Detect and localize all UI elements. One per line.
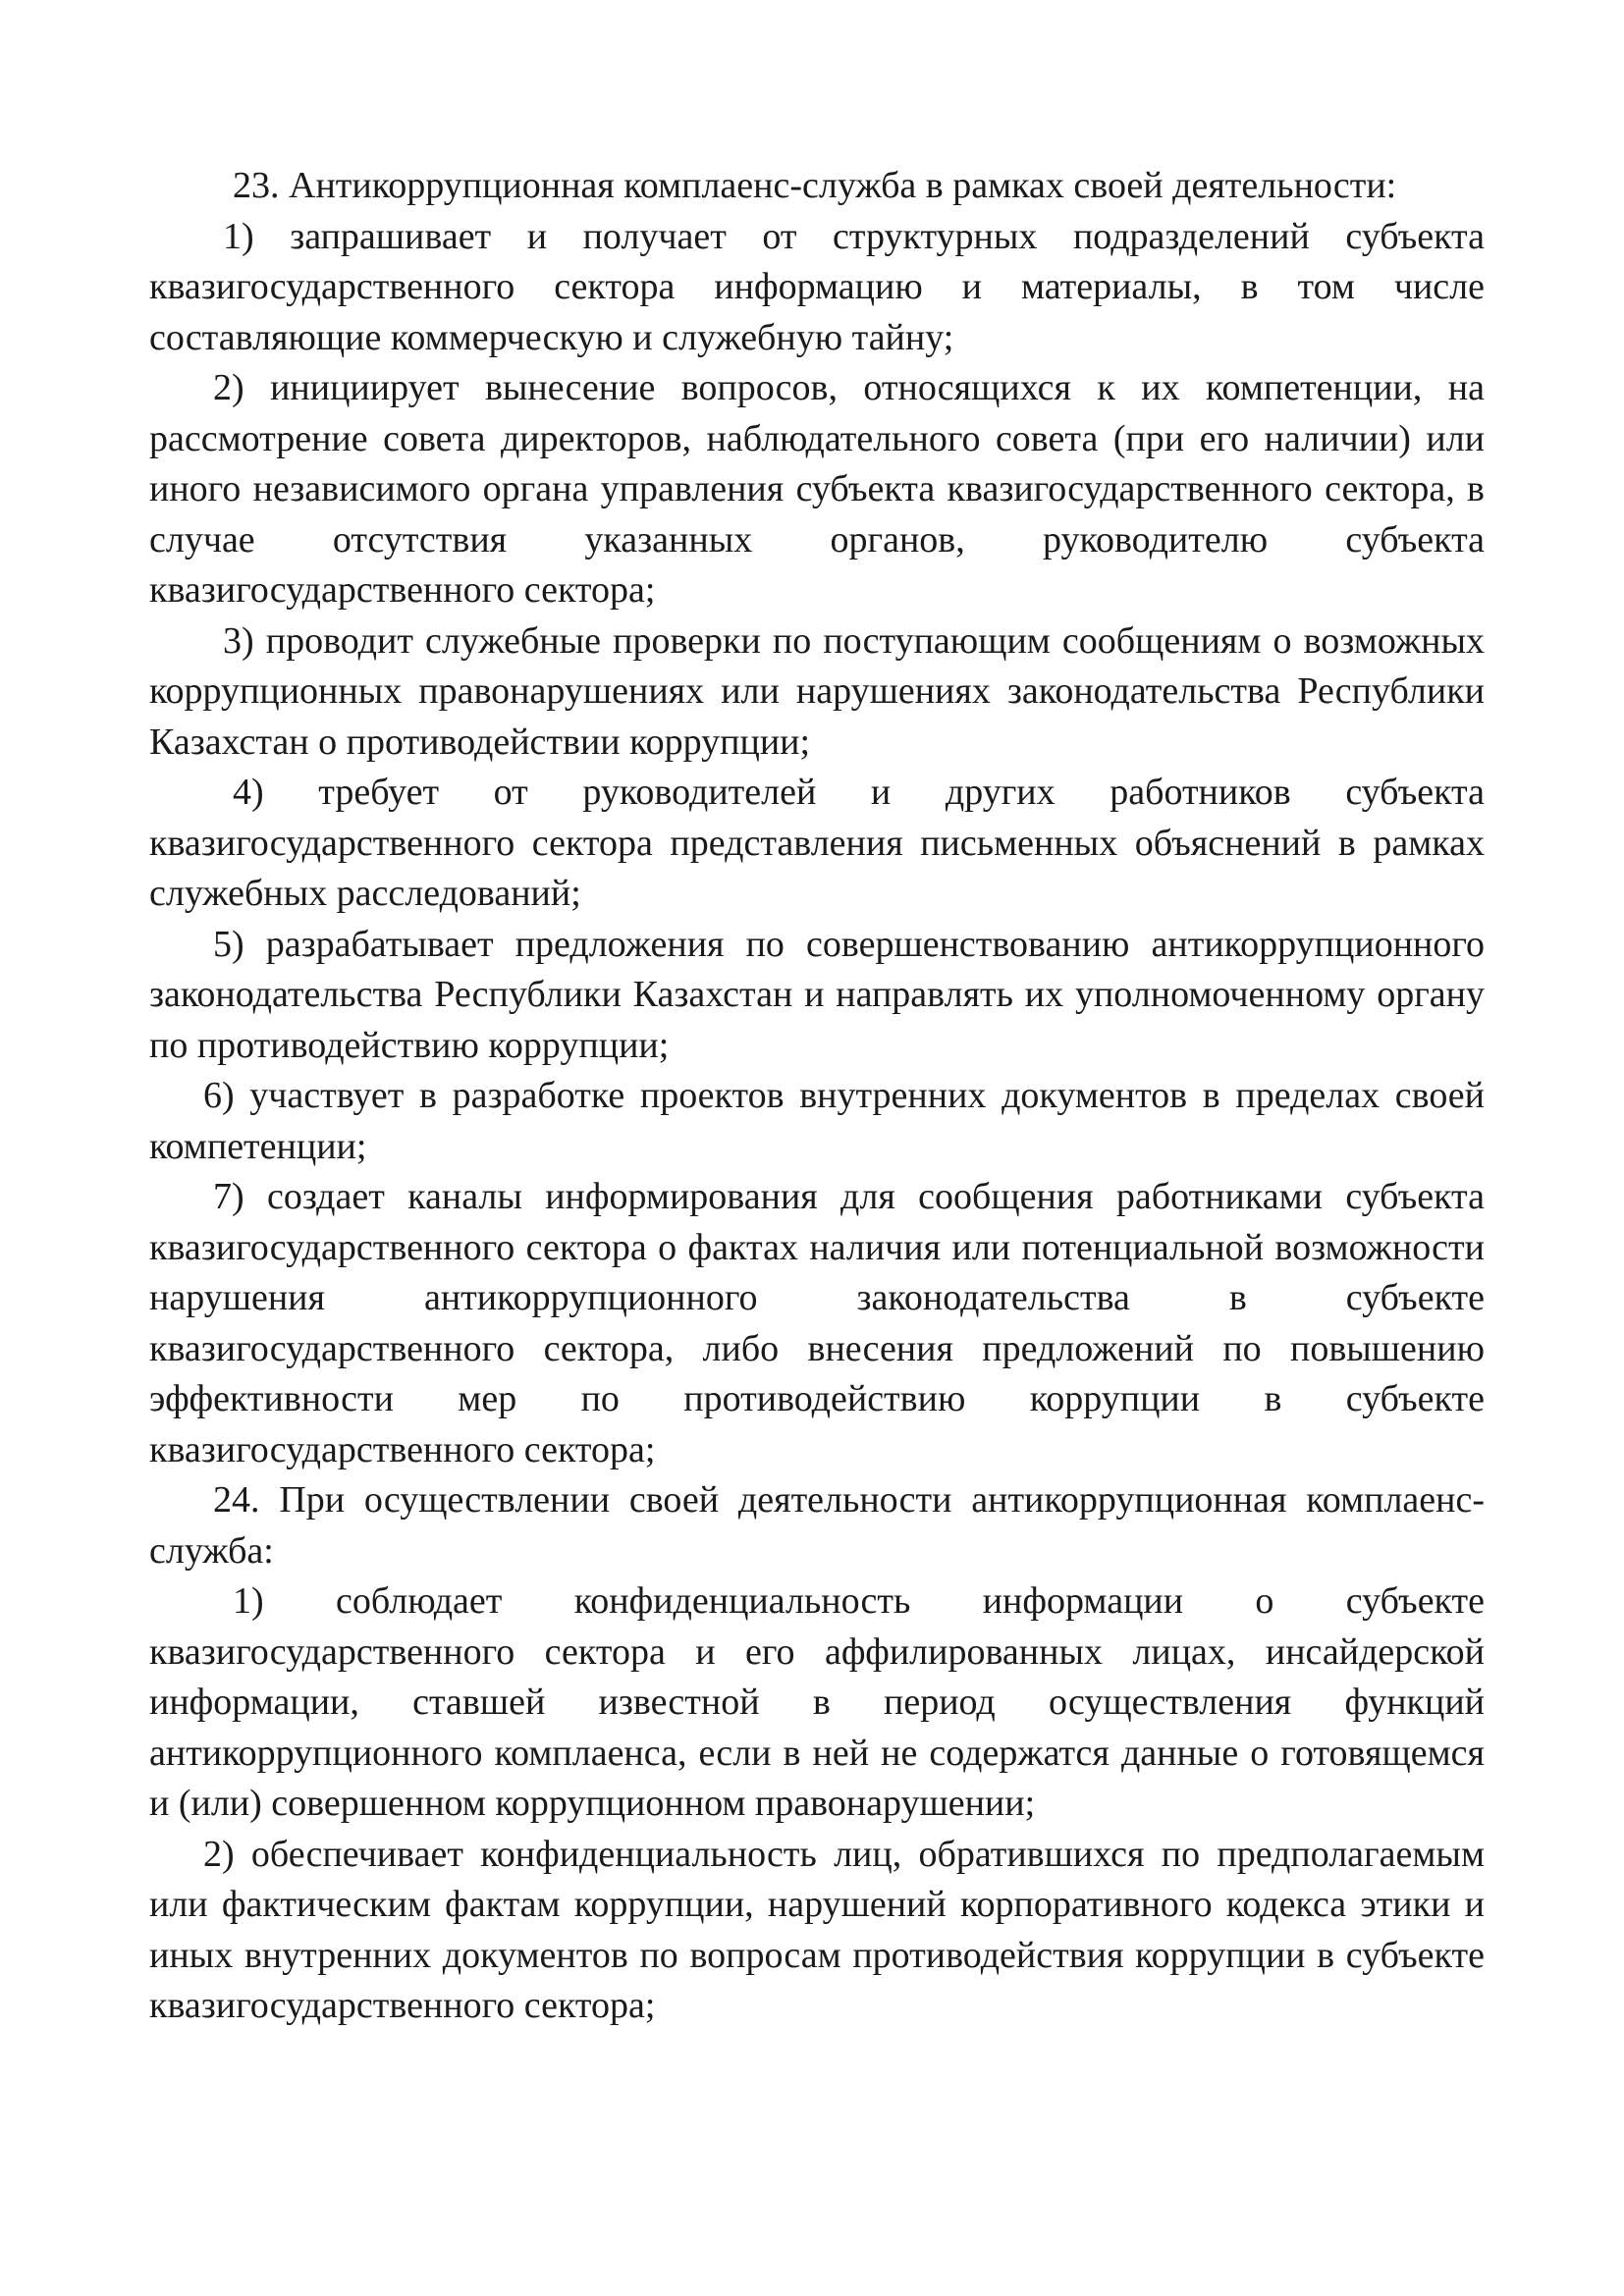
paragraph-23-item-6: 6) участвует в разработке проектов внутренних документов в пределах своей компетенции;: [149, 1075, 1485, 1167]
document-page: [149, 161, 1485, 2032]
paragraph-23-item-5: 5) разрабатывает предложения по совершенствованию антикоррупционного законодательства Республики Казахстан и направлять их уполномоченному органу по противодействию коррупции;: [149, 923, 1485, 1066]
paragraph-24-heading: 24. При осуществлении своей деятельности антикоррупционная комплаенс-служба:: [149, 1479, 1485, 1572]
paragraph-23-item-4: 4) требует от руководителей и других работников субъекта квазигосударственного сектора представления письменных объяснений в рамках служебных расследований;: [149, 772, 1485, 914]
paragraph-23-item-3: 3) проводит служебные проверки по поступающим сообщениям о возможных коррупционных правонарушениях или нарушениях законодательства Республики Казахстан о противодействии коррупции;: [149, 619, 1485, 763]
paragraph-23-item-2: 2) инициирует вынесение вопросов, относящихся к их компетенции, на рассмотрение совета директоров, наблюдательного совета (при его наличии) или иного независимого органа управления субъекта квазигосударственного сектора, в случае отсутствия указанных органов, руководителю субъекта квазигосударственного сектора;: [149, 367, 1485, 611]
paragraph-23-item-7: 7) создает каналы информирования для сообщения работниками субъекта квазигосударственного сектора о фактах наличия или потенциальной возможности нарушения антикоррупционного законодательства в субъекте квазигосударственного сектора, либо внесения предложений по повышению эффективности мер по противодействию коррупции в субъекте квазигосударственного сектора;: [149, 1176, 1485, 1470]
paragraph-23-heading: 23. Антикоррупционная комплаенс-служба в рамках своей деятельности:: [233, 165, 1397, 206]
paragraph-23-item-1: 1) запрашивает и получает от структурных подразделений субъекта квазигосударственного сектора информацию и материалы, в том числе составляющие коммерческую и служебную тайну;: [149, 215, 1485, 358]
paragraph-24-item-2: 2) обеспечивает конфиденциальность лиц, обратившихся по предполагаемым или фактическим фактам коррупции, нарушений корпоративного кодекса этики и иных внутренних документов по вопросам противодействия коррупции в субъекте квазигосударственного сектора;: [149, 1833, 1485, 2026]
paragraph-24-item-1: 1) соблюдает конфиденциальность информации о субъекте квазигосударственного сектора и его аффилированных лицах, инсайдерской информации, ставшей известной в период осуществления функций антикоррупционного комплаенса, если в ней не содержатся данные о готовящемся и (или) совершенном коррупционном правонарушении;: [149, 1580, 1485, 1824]
